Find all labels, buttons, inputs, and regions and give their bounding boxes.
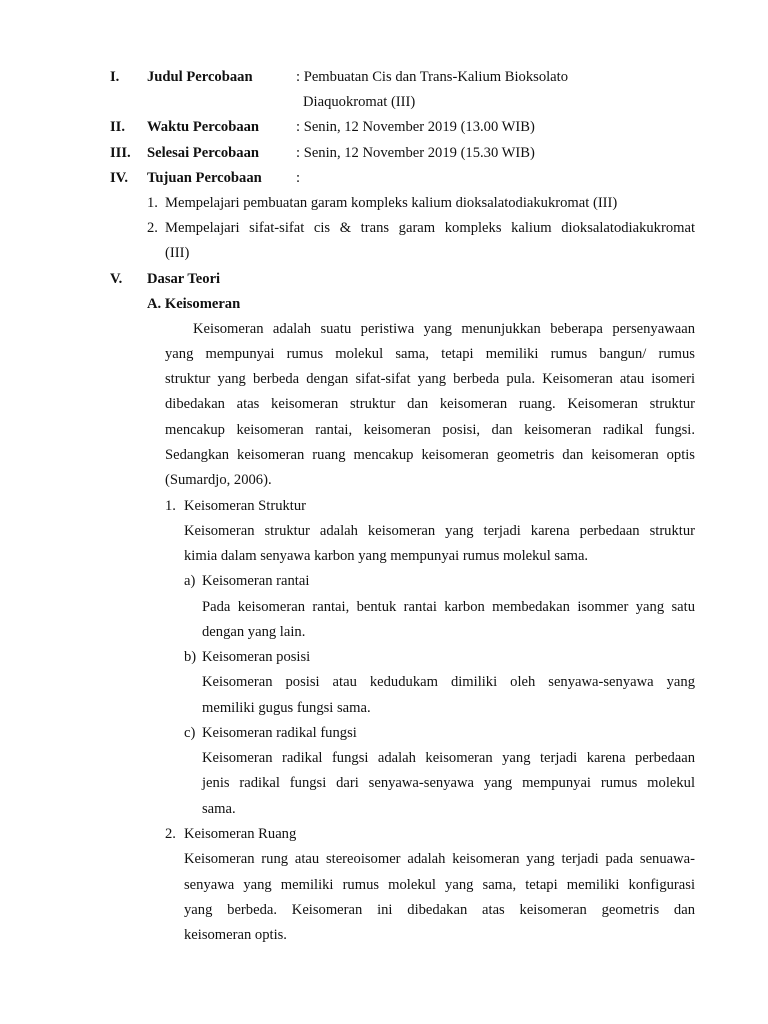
paragraph-line: keisomeran optis. — [184, 927, 287, 943]
subheading: Keisomeran radikal fungsi — [202, 725, 357, 741]
list-item: Mempelajari sifat-sifat cis & trans garam kompleks kalium dioksalatodiakukromat — [165, 220, 695, 236]
subheading: Keisomeran rantai — [202, 573, 310, 589]
paragraph-line: dengan yang lain. — [202, 624, 306, 640]
paragraph-line: yang mempunyai rumus molekul sama, tetapi memiliki rumus bangun/ rumus — [165, 346, 695, 362]
paragraph-line: struktur yang berbeda dengan sifat-sifat yang berbeda pula. Keisomeran atau isomeri — [165, 371, 695, 387]
subheading: Keisomeran Ruang — [184, 826, 297, 842]
section-value: : Senin, 12 November 2019 (13.00 WIB) — [296, 119, 535, 135]
section-number: II. — [110, 119, 126, 135]
paragraph-line: mencakup keisomeran rantai, keisomeran posisi, dan keisomeran radikal fungsi. — [165, 422, 695, 438]
subheading: Keisomeran Struktur — [184, 498, 306, 514]
list-number: 2. — [165, 826, 176, 842]
section-label: Dasar Teori — [147, 271, 221, 287]
section-value: : — [296, 170, 301, 186]
section-number: I. — [110, 69, 120, 85]
section-label: Tujuan Percobaan — [147, 170, 262, 186]
list-number: 2. — [147, 220, 158, 236]
section-label: Selesai Percobaan — [147, 145, 260, 161]
list-number: 1. — [147, 195, 158, 211]
paragraph-line: (Sumardjo, 2006). — [165, 472, 272, 488]
list-letter: a) — [184, 573, 196, 589]
paragraph-line: kimia dalam senyawa karbon yang mempunyai rumus molekul sama. — [184, 548, 589, 564]
paragraph-line: Pada keisomeran rantai, bentuk rantai karbon membedakan isommer yang satu — [202, 599, 695, 615]
subsection-heading: A. Keisomeran — [147, 296, 241, 312]
paragraph-line: memiliki gugus fungsi sama. — [202, 700, 371, 716]
section-label: Waktu Percobaan — [147, 119, 260, 135]
list-item-continued: (III) — [165, 245, 190, 261]
section-value: : Senin, 12 November 2019 (15.30 WIB) — [296, 145, 535, 161]
paragraph-line: yang berbeda. Keisomeran ini dibedakan atas keisomeran geometris dan — [184, 902, 695, 918]
paragraph-line: dibedakan atas keisomeran struktur dan keisomeran ruang. Keisomeran struktur — [165, 396, 695, 412]
list-letter: c) — [184, 725, 196, 741]
paragraph-line: senyawa yang memiliki rumus molekul yang sama, tetapi memiliki konfigurasi — [184, 877, 695, 893]
list-number: 1. — [165, 498, 176, 514]
section-value: : Pembuatan Cis dan Trans-Kalium Bioksolato — [296, 69, 569, 85]
paragraph-line: jenis radikal fungsi dari senyawa-senyawa yang mempunyai rumus molekul — [202, 775, 695, 791]
paragraph-line: Sedangkan keisomeran ruang mencakup keisomeran geometris dan keisomeran optis — [165, 447, 695, 463]
paragraph-line: Keisomeran struktur adalah keisomeran yang terjadi karena perbedaan struktur — [184, 523, 695, 539]
section-label: Judul Percobaan — [147, 69, 253, 85]
section-number: V. — [110, 271, 123, 287]
paragraph-line: Keisomeran radikal fungsi adalah keisomeran yang terjadi karena perbedaan — [202, 750, 695, 766]
paragraph-line: Keisomeran posisi atau kedudukam dimiliki oleh senyawa-senyawa yang — [202, 674, 695, 690]
paragraph-line: Keisomeran adalah suatu peristiwa yang menunjukkan beberapa persenyawaan — [193, 321, 695, 337]
paragraph-line: Keisomeran rung atau stereoisomer adalah keisomeran yang terjadi pada senuawa- — [184, 851, 695, 867]
section-number: III. — [110, 145, 131, 161]
section-number: IV. — [110, 170, 128, 186]
list-item: Mempelajari pembuatan garam kompleks kalium dioksalatodiakukromat (III) — [165, 195, 618, 211]
section-value-continued: Diaquokromat (III) — [303, 94, 416, 110]
subheading: Keisomeran posisi — [202, 649, 311, 665]
paragraph-line: sama. — [202, 801, 236, 817]
list-letter: b) — [184, 649, 197, 665]
